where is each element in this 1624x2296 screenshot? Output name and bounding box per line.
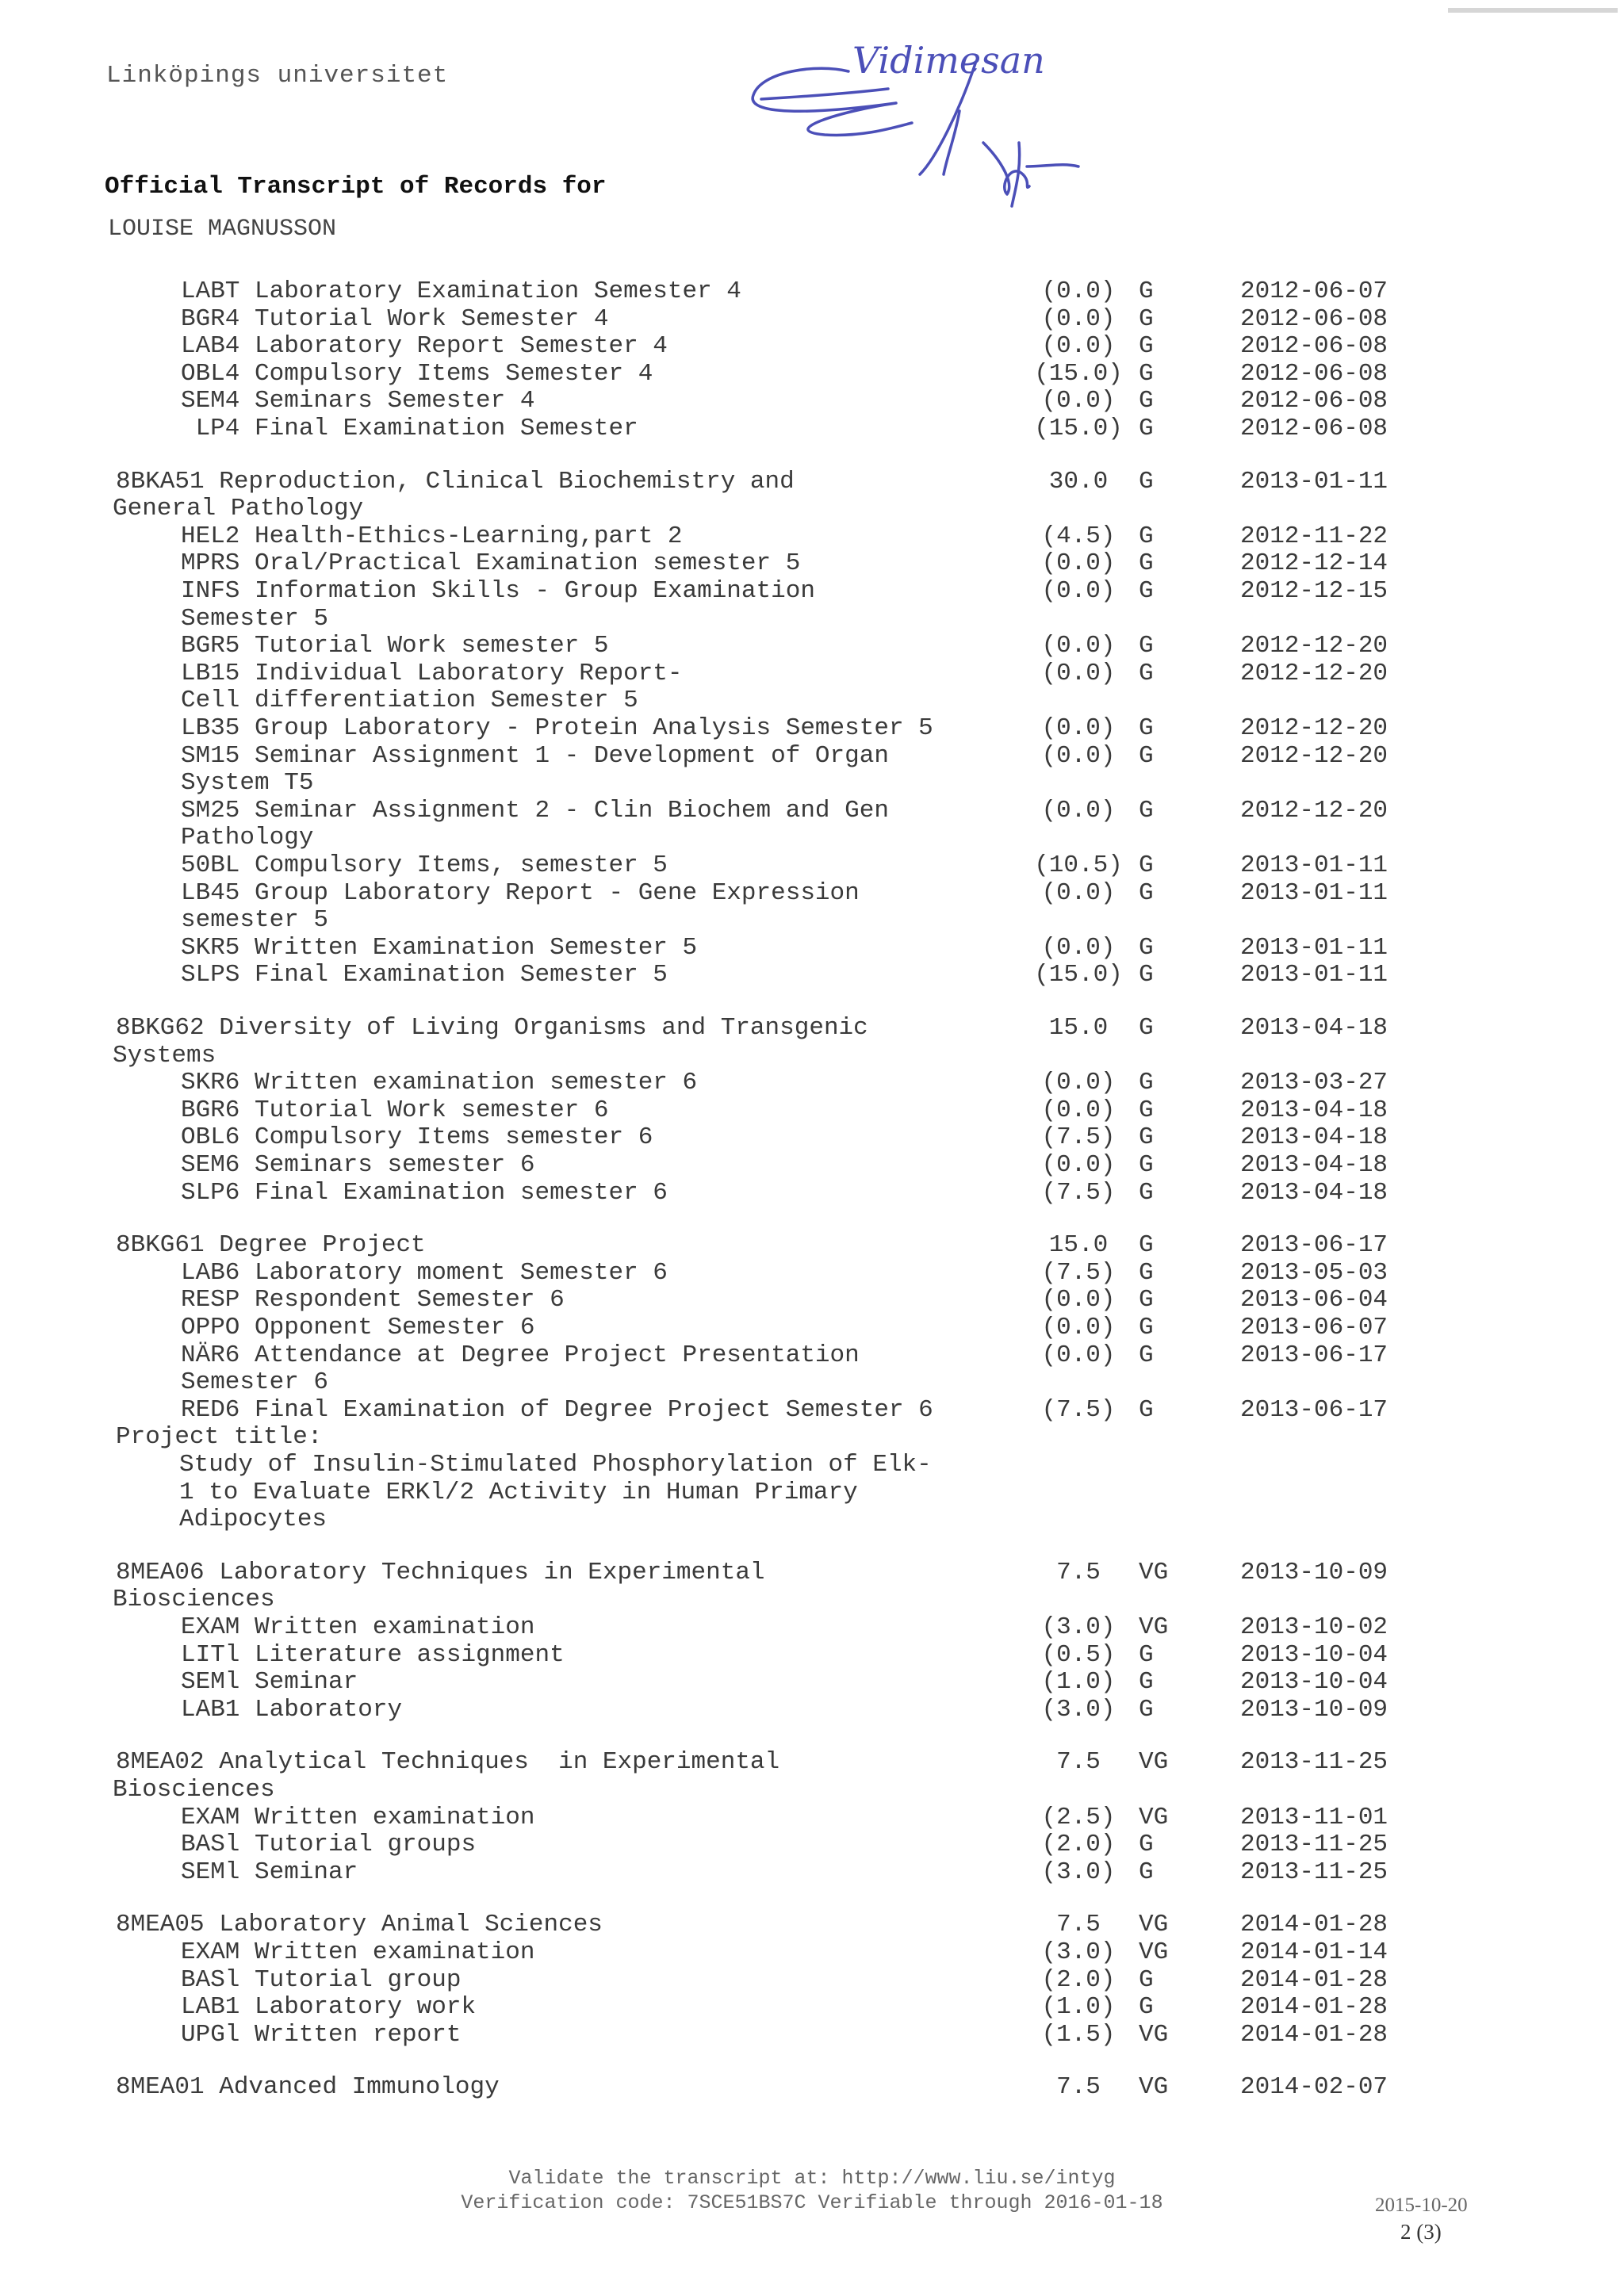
row-description: Semester 6 bbox=[181, 1368, 329, 1396]
module-row bbox=[0, 851, 1624, 880]
row-credits: (0.0) bbox=[1041, 797, 1116, 825]
row-date: 2013-10-04 bbox=[1240, 1668, 1388, 1696]
module-row bbox=[0, 1314, 1624, 1342]
row-credits: (15.0) bbox=[1034, 360, 1123, 388]
row-grade: VG bbox=[1139, 1804, 1169, 1831]
module-row bbox=[0, 1179, 1624, 1207]
row-date: 2013-10-04 bbox=[1240, 1641, 1388, 1669]
row-grade: G bbox=[1139, 1668, 1154, 1696]
row-date: 2013-04-18 bbox=[1240, 1151, 1388, 1179]
row-credits: 7.5 bbox=[1056, 1911, 1101, 1938]
row-description: 8BKG62 Diversity of Living Organisms and Transgenic bbox=[116, 1014, 868, 1042]
row-description: 8MEA01 Advanced Immunology bbox=[116, 2073, 500, 2101]
row-date: 2012-06-08 bbox=[1240, 360, 1388, 388]
row-date: 2013-01-11 bbox=[1240, 851, 1388, 879]
row-grade: G bbox=[1139, 879, 1154, 907]
row-credits: (15.0) bbox=[1034, 961, 1123, 989]
row-date: 2013-11-25 bbox=[1240, 1858, 1388, 1886]
row-date: 2012-12-20 bbox=[1240, 660, 1388, 687]
row-description: 8BKA51 Reproduction, Clinical Biochemistry and bbox=[116, 468, 795, 496]
row-description: EXAM Written examination bbox=[181, 1613, 535, 1641]
row-description: Adipocytes bbox=[179, 1506, 327, 1533]
row-grade: VG bbox=[1139, 1938, 1169, 1966]
row-credits: (7.5) bbox=[1041, 1259, 1116, 1287]
row-credits: (0.0) bbox=[1041, 549, 1116, 577]
row-description: 50BL Compulsory Items, semester 5 bbox=[181, 851, 668, 879]
module-row bbox=[0, 714, 1624, 743]
row-description: LABT Laboratory Examination Semester 4 bbox=[181, 277, 741, 305]
row-description: SEMl Seminar bbox=[181, 1668, 358, 1696]
row-credits: (0.0) bbox=[1041, 742, 1116, 770]
row-date: 2012-06-08 bbox=[1240, 332, 1388, 360]
module-row bbox=[0, 360, 1624, 388]
row-date: 2013-10-09 bbox=[1240, 1559, 1388, 1586]
row-description: LITl Literature assignment bbox=[181, 1641, 565, 1669]
row-date: 2012-12-14 bbox=[1240, 549, 1388, 577]
signature bbox=[745, 24, 1158, 222]
row-grade: G bbox=[1139, 387, 1154, 415]
print-date: 2015-10-20 bbox=[1375, 2195, 1468, 2216]
module-row bbox=[0, 1641, 1624, 1670]
row-credits: (0.0) bbox=[1041, 1069, 1116, 1096]
row-description: OBL4 Compulsory Items Semester 4 bbox=[181, 360, 653, 388]
page-number: 2 (3) bbox=[1400, 2220, 1442, 2244]
row-description: OBL6 Compulsory Items semester 6 bbox=[181, 1123, 653, 1151]
row-grade: G bbox=[1139, 1696, 1154, 1724]
row-date: 2014-01-28 bbox=[1240, 2021, 1388, 2049]
row-credits: 7.5 bbox=[1056, 1559, 1101, 1586]
row-grade: G bbox=[1139, 305, 1154, 333]
row-description: SLP6 Final Examination semester 6 bbox=[181, 1179, 668, 1207]
row-description: EXAM Written examination bbox=[181, 1938, 535, 1966]
module-row bbox=[0, 1396, 1624, 1425]
module-row bbox=[0, 415, 1624, 443]
row-grade: G bbox=[1139, 1641, 1154, 1669]
module-row bbox=[0, 1096, 1624, 1125]
row-grade: G bbox=[1139, 660, 1154, 687]
module-row bbox=[0, 1668, 1624, 1697]
row-date: 2013-06-17 bbox=[1240, 1396, 1388, 1424]
module-row bbox=[0, 1938, 1624, 1967]
module-row bbox=[0, 1286, 1624, 1314]
row-grade: G bbox=[1139, 1123, 1154, 1151]
module-row bbox=[0, 1613, 1624, 1642]
row-credits: (0.0) bbox=[1041, 1096, 1116, 1124]
module-row bbox=[0, 961, 1624, 989]
row-grade: VG bbox=[1139, 2073, 1169, 2101]
continuation-row bbox=[0, 1776, 1624, 1804]
row-credits: (2.0) bbox=[1041, 1966, 1116, 1994]
module-row bbox=[0, 1804, 1624, 1832]
row-date: 2012-06-08 bbox=[1240, 415, 1388, 442]
row-date: 2013-03-27 bbox=[1240, 1069, 1388, 1096]
row-description: EXAM Written examination bbox=[181, 1804, 535, 1831]
row-grade: G bbox=[1139, 1151, 1154, 1179]
row-grade: G bbox=[1139, 1993, 1154, 2021]
module-row bbox=[0, 522, 1624, 551]
row-credits: (3.0) bbox=[1041, 1696, 1116, 1724]
document-title: Official Transcript of Records for bbox=[105, 173, 607, 201]
row-grade: VG bbox=[1139, 1911, 1169, 1938]
row-credits: (3.0) bbox=[1041, 1938, 1116, 1966]
module-row bbox=[0, 387, 1624, 415]
row-date: 2014-02-07 bbox=[1240, 2073, 1388, 2101]
row-description: Biosciences bbox=[113, 1776, 275, 1804]
row-description: General Pathology bbox=[113, 495, 364, 522]
continuation-row bbox=[0, 769, 1624, 798]
row-grade: G bbox=[1139, 1096, 1154, 1124]
module-row bbox=[0, 1123, 1624, 1152]
module-row bbox=[0, 1696, 1624, 1724]
module-row bbox=[0, 1993, 1624, 2022]
module-row bbox=[0, 1831, 1624, 1859]
validate-line: Validate the transcript at: http://www.liu.se/intyg bbox=[508, 2167, 1116, 2190]
continuation-row bbox=[0, 1042, 1624, 1070]
row-description: LAB1 Laboratory work bbox=[181, 1993, 477, 2021]
row-grade: G bbox=[1139, 577, 1154, 605]
row-date: 2013-01-11 bbox=[1240, 879, 1388, 907]
row-credits: (3.0) bbox=[1041, 1858, 1116, 1886]
row-description: RESP Respondent Semester 6 bbox=[181, 1286, 565, 1314]
row-description: LP4 Final Examination Semester bbox=[181, 415, 638, 442]
row-grade: G bbox=[1139, 1966, 1154, 1994]
row-credits: (2.0) bbox=[1041, 1831, 1116, 1858]
course-row bbox=[0, 1911, 1624, 1939]
row-description: HEL2 Health-Ethics-Learning,part 2 bbox=[181, 522, 683, 550]
course-row bbox=[0, 468, 1624, 496]
row-credits: 30.0 bbox=[1048, 468, 1109, 496]
module-row bbox=[0, 1069, 1624, 1097]
row-credits: (1.0) bbox=[1041, 1993, 1116, 2021]
row-credits: (0.0) bbox=[1041, 1314, 1116, 1341]
row-date: 2014-01-28 bbox=[1240, 1966, 1388, 1994]
row-credits: (0.0) bbox=[1041, 1286, 1116, 1314]
module-row bbox=[0, 277, 1624, 306]
row-description: SKR5 Written Examination Semester 5 bbox=[181, 934, 698, 962]
continuation-row bbox=[0, 906, 1624, 935]
course-row bbox=[0, 1231, 1624, 1260]
row-date: 2013-11-25 bbox=[1240, 1748, 1388, 1776]
continuation-row bbox=[0, 687, 1624, 715]
row-grade: VG bbox=[1139, 1559, 1169, 1586]
row-date: 2014-01-28 bbox=[1240, 1993, 1388, 2021]
row-grade: VG bbox=[1139, 1613, 1169, 1641]
row-date: 2013-06-17 bbox=[1240, 1231, 1388, 1259]
module-row bbox=[0, 797, 1624, 825]
continuation-row bbox=[0, 1368, 1624, 1397]
row-grade: G bbox=[1139, 1259, 1154, 1287]
project-title-text bbox=[0, 1451, 1624, 1479]
row-grade: G bbox=[1139, 1231, 1154, 1259]
row-description: SLPS Final Examination Semester 5 bbox=[181, 961, 668, 989]
module-row bbox=[0, 1966, 1624, 1995]
row-date: 2012-06-07 bbox=[1240, 277, 1388, 305]
row-date: 2012-12-15 bbox=[1240, 577, 1388, 605]
row-credits: (0.0) bbox=[1041, 934, 1116, 962]
row-grade: VG bbox=[1139, 2021, 1169, 2049]
module-row bbox=[0, 879, 1624, 908]
row-grade: G bbox=[1139, 1341, 1154, 1369]
row-credits: (7.5) bbox=[1041, 1123, 1116, 1151]
row-date: 2013-06-17 bbox=[1240, 1341, 1388, 1369]
row-grade: G bbox=[1139, 797, 1154, 825]
row-grade: G bbox=[1139, 1179, 1154, 1207]
row-description: OPPO Opponent Semester 6 bbox=[181, 1314, 535, 1341]
row-description: SM25 Seminar Assignment 2 - Clin Biochem and Gen bbox=[181, 797, 889, 825]
row-credits: 7.5 bbox=[1056, 2073, 1101, 2101]
row-credits: (4.5) bbox=[1041, 522, 1116, 550]
course-row bbox=[0, 1014, 1624, 1043]
row-description: LAB1 Laboratory bbox=[181, 1696, 403, 1724]
row-description: BASl Tutorial group bbox=[181, 1966, 462, 1994]
row-date: 2013-11-01 bbox=[1240, 1804, 1388, 1831]
row-date: 2013-04-18 bbox=[1240, 1096, 1388, 1124]
row-credits: (1.5) bbox=[1041, 2021, 1116, 2049]
row-credits: 7.5 bbox=[1056, 1748, 1101, 1776]
row-grade: G bbox=[1139, 1069, 1154, 1096]
row-credits: (0.0) bbox=[1041, 387, 1116, 415]
row-credits: (7.5) bbox=[1041, 1396, 1116, 1424]
row-credits: 15.0 bbox=[1048, 1231, 1109, 1259]
row-description: Cell differentiation Semester 5 bbox=[181, 687, 638, 714]
row-description: Semester 5 bbox=[181, 605, 329, 633]
module-row bbox=[0, 549, 1624, 578]
row-date: 2014-01-14 bbox=[1240, 1938, 1388, 1966]
row-date: 2013-06-04 bbox=[1240, 1286, 1388, 1314]
row-credits: (1.0) bbox=[1041, 1668, 1116, 1696]
row-description: System T5 bbox=[181, 769, 314, 797]
row-credits: (0.0) bbox=[1041, 1341, 1116, 1369]
row-date: 2012-11-22 bbox=[1240, 522, 1388, 550]
student-name: LOUISE MAGNUSSON bbox=[108, 216, 337, 243]
row-grade: G bbox=[1139, 1314, 1154, 1341]
row-description: LAB6 Laboratory moment Semester 6 bbox=[181, 1259, 668, 1287]
row-credits: (0.0) bbox=[1041, 577, 1116, 605]
row-grade: G bbox=[1139, 468, 1154, 496]
row-date: 2013-05-03 bbox=[1240, 1259, 1388, 1287]
row-credits: (15.0) bbox=[1034, 415, 1123, 442]
module-row bbox=[0, 1151, 1624, 1180]
row-date: 2012-12-20 bbox=[1240, 632, 1388, 660]
row-date: 2013-01-11 bbox=[1240, 961, 1388, 989]
row-grade: G bbox=[1139, 277, 1154, 305]
row-description: 8MEA02 Analytical Techniques in Experimental bbox=[116, 1748, 780, 1776]
project-title-text bbox=[0, 1506, 1624, 1534]
row-description: RED6 Final Examination of Degree Project Semester 6 bbox=[181, 1396, 933, 1424]
row-description: 8MEA05 Laboratory Animal Sciences bbox=[116, 1911, 603, 1938]
row-description: 1 to Evaluate ERKl/2 Activity in Human Primary bbox=[179, 1479, 858, 1506]
row-description: LB45 Group Laboratory Report - Gene Expression bbox=[181, 879, 860, 907]
verification-line: Verification code: 7SCE51BS7C Verifiable through 2016-01-18 bbox=[461, 2191, 1163, 2214]
row-grade: G bbox=[1139, 1831, 1154, 1858]
row-grade: G bbox=[1139, 961, 1154, 989]
row-description: BGR4 Tutorial Work Semester 4 bbox=[181, 305, 609, 333]
course-row bbox=[0, 2073, 1624, 2102]
row-credits: 15.0 bbox=[1048, 1014, 1109, 1042]
row-description: Systems bbox=[113, 1042, 216, 1070]
module-row bbox=[0, 934, 1624, 962]
row-grade: G bbox=[1139, 360, 1154, 388]
row-credits: (3.0) bbox=[1041, 1613, 1116, 1641]
row-description: BGR6 Tutorial Work semester 6 bbox=[181, 1096, 609, 1124]
row-description: SEM4 Seminars Semester 4 bbox=[181, 387, 535, 415]
continuation-row bbox=[0, 495, 1624, 523]
row-date: 2012-12-20 bbox=[1240, 714, 1388, 742]
module-row bbox=[0, 660, 1624, 688]
row-date: 2013-04-18 bbox=[1240, 1123, 1388, 1151]
row-grade: G bbox=[1139, 549, 1154, 577]
row-grade: G bbox=[1139, 742, 1154, 770]
continuation-row bbox=[0, 605, 1624, 633]
row-grade: G bbox=[1139, 332, 1154, 360]
project-title-label bbox=[0, 1423, 1624, 1452]
row-description: NÄR6 Attendance at Degree Project Presentation bbox=[181, 1341, 860, 1369]
row-grade: G bbox=[1139, 1014, 1154, 1042]
row-description: UPGl Written report bbox=[181, 2021, 462, 2049]
row-description: 8MEA06 Laboratory Techniques in Experimental bbox=[116, 1559, 765, 1586]
row-description: INFS Information Skills - Group Examination bbox=[181, 577, 815, 605]
row-grade: G bbox=[1139, 415, 1154, 442]
module-row bbox=[0, 1259, 1624, 1288]
row-description: Biosciences bbox=[113, 1586, 275, 1613]
top-edge-bar bbox=[1448, 8, 1618, 13]
row-description: SM15 Seminar Assignment 1 - Development of Organ bbox=[181, 742, 889, 770]
module-row bbox=[0, 305, 1624, 334]
row-description: LB15 Individual Laboratory Report- bbox=[181, 660, 683, 687]
row-credits: (0.5) bbox=[1041, 1641, 1116, 1669]
project-title-text bbox=[0, 1479, 1624, 1507]
row-credits: (7.5) bbox=[1041, 1179, 1116, 1207]
module-row bbox=[0, 742, 1624, 771]
row-credits: (2.5) bbox=[1041, 1804, 1116, 1831]
row-date: 2012-12-20 bbox=[1240, 797, 1388, 825]
university-name: Linköpings universitet bbox=[106, 62, 449, 90]
row-credits: (10.5) bbox=[1034, 851, 1123, 879]
module-row bbox=[0, 1858, 1624, 1887]
row-description: 8BKG61 Degree Project bbox=[116, 1231, 426, 1259]
row-credits: (0.0) bbox=[1041, 632, 1116, 660]
row-description: SEM6 Seminars semester 6 bbox=[181, 1151, 535, 1179]
row-credits: (0.0) bbox=[1041, 277, 1116, 305]
row-date: 2013-04-18 bbox=[1240, 1014, 1388, 1042]
row-description: Study of Insulin-Stimulated Phosphorylation of Elk- bbox=[179, 1451, 932, 1479]
row-credits: (0.0) bbox=[1041, 332, 1116, 360]
row-grade: G bbox=[1139, 1858, 1154, 1886]
row-description: BASl Tutorial groups bbox=[181, 1831, 477, 1858]
row-description: BGR5 Tutorial Work semester 5 bbox=[181, 632, 609, 660]
row-date: 2013-06-07 bbox=[1240, 1314, 1388, 1341]
row-date: 2013-10-02 bbox=[1240, 1613, 1388, 1641]
module-row bbox=[0, 2021, 1624, 2049]
row-description: Pathology bbox=[181, 824, 314, 851]
row-description: Project title: bbox=[116, 1423, 323, 1451]
row-grade: G bbox=[1139, 632, 1154, 660]
row-date: 2013-10-09 bbox=[1240, 1696, 1388, 1724]
module-row bbox=[0, 332, 1624, 361]
row-grade: G bbox=[1139, 1396, 1154, 1424]
row-date: 2013-11-25 bbox=[1240, 1831, 1388, 1858]
row-credits: (0.0) bbox=[1041, 660, 1116, 687]
row-description: MPRS Oral/Practical Examination semester 5 bbox=[181, 549, 801, 577]
signature-text: Vidimesan bbox=[852, 39, 1045, 82]
row-date: 2012-06-08 bbox=[1240, 305, 1388, 333]
row-date: 2012-12-20 bbox=[1240, 742, 1388, 770]
row-grade: G bbox=[1139, 934, 1154, 962]
row-credits: (0.0) bbox=[1041, 1151, 1116, 1179]
row-credits: (0.0) bbox=[1041, 714, 1116, 742]
row-credits: (0.0) bbox=[1041, 305, 1116, 333]
row-description: semester 5 bbox=[181, 906, 329, 934]
row-description: LB35 Group Laboratory - Protein Analysis Semester 5 bbox=[181, 714, 933, 742]
row-grade: G bbox=[1139, 714, 1154, 742]
row-date: 2013-01-11 bbox=[1240, 934, 1388, 962]
row-date: 2014-01-28 bbox=[1240, 1911, 1388, 1938]
module-row bbox=[0, 577, 1624, 606]
course-row bbox=[0, 1748, 1624, 1777]
module-row bbox=[0, 1341, 1624, 1370]
continuation-row bbox=[0, 1586, 1624, 1614]
course-row bbox=[0, 1559, 1624, 1587]
row-credits: (0.0) bbox=[1041, 879, 1116, 907]
row-date: 2012-06-08 bbox=[1240, 387, 1388, 415]
row-grade: G bbox=[1139, 522, 1154, 550]
row-description: LAB4 Laboratory Report Semester 4 bbox=[181, 332, 668, 360]
row-date: 2013-01-11 bbox=[1240, 468, 1388, 496]
row-grade: G bbox=[1139, 1286, 1154, 1314]
row-description: SKR6 Written examination semester 6 bbox=[181, 1069, 698, 1096]
row-date: 2013-04-18 bbox=[1240, 1179, 1388, 1207]
module-row bbox=[0, 632, 1624, 660]
row-grade: G bbox=[1139, 851, 1154, 879]
continuation-row bbox=[0, 824, 1624, 852]
row-description: SEMl Seminar bbox=[181, 1858, 358, 1886]
row-grade: VG bbox=[1139, 1748, 1169, 1776]
